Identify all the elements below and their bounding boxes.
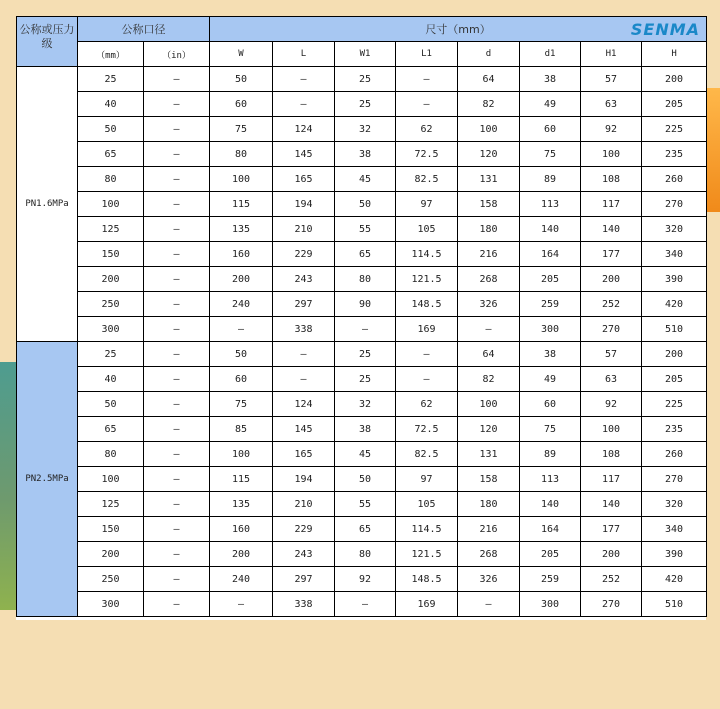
cell-w1: 25 (335, 92, 396, 117)
cell-h: 320 (642, 492, 707, 517)
cell-w1: – (335, 317, 396, 342)
cell-l: – (273, 92, 335, 117)
pressure-class-header: 公称或压力级 (17, 17, 78, 67)
cell-d1: 60 (520, 392, 581, 417)
table-row (17, 317, 707, 342)
cell-h1: 92 (581, 117, 642, 142)
cell-w: 240 (210, 292, 273, 317)
cell-d1: 164 (520, 517, 581, 542)
col-header-d1: d1 (520, 42, 581, 67)
cell-h1: 270 (581, 317, 642, 342)
cell-w1: 55 (335, 492, 396, 517)
cell-h: 270 (642, 192, 707, 217)
cell-d: 100 (458, 392, 520, 417)
unit-mm-header: （mm） (78, 42, 144, 67)
cell-d: 120 (458, 417, 520, 442)
cell-l1: – (396, 67, 458, 92)
cell-h: 260 (642, 442, 707, 467)
col-header-h: H (642, 42, 707, 67)
cell-w1: 50 (335, 192, 396, 217)
cell-l1: 97 (396, 467, 458, 492)
cell-l1: 72.5 (396, 417, 458, 442)
table-row (17, 442, 707, 467)
cell-l: 338 (273, 317, 335, 342)
cell-l: – (273, 342, 335, 367)
cell-nominal-mm: 80 (78, 442, 144, 467)
cell-w: 100 (210, 167, 273, 192)
cell-nominal-in: – (144, 192, 210, 217)
unit-in-header: （in） (144, 42, 210, 67)
cell-l1: 62 (396, 392, 458, 417)
cell-h1: 177 (581, 242, 642, 267)
cell-nominal-in: – (144, 217, 210, 242)
cell-w1: 32 (335, 117, 396, 142)
cell-l: 165 (273, 167, 335, 192)
cell-w: 50 (210, 342, 273, 367)
cell-h1: 252 (581, 567, 642, 592)
dimensions-header-label: 尺寸（mm） (425, 23, 491, 36)
cell-l: 297 (273, 567, 335, 592)
cell-l1: 114.5 (396, 242, 458, 267)
cell-l1: 105 (396, 217, 458, 242)
table-row (17, 342, 707, 367)
cell-l: 210 (273, 217, 335, 242)
cell-d: 82 (458, 92, 520, 117)
cell-nominal-mm: 125 (78, 492, 144, 517)
cell-d: 326 (458, 567, 520, 592)
cell-d1: 140 (520, 217, 581, 242)
cell-nominal-mm: 125 (78, 217, 144, 242)
pressure-group-cell: PN2.5MPa (17, 342, 78, 617)
cell-l1: 148.5 (396, 292, 458, 317)
cell-l1: 169 (396, 592, 458, 617)
left-decor-strip (0, 362, 16, 610)
cell-h: 235 (642, 417, 707, 442)
table-row (17, 392, 707, 417)
cell-w: 240 (210, 567, 273, 592)
cell-d1: 49 (520, 367, 581, 392)
table-row (17, 517, 707, 542)
cell-l1: 169 (396, 317, 458, 342)
table-row (17, 217, 707, 242)
col-header-w1: W1 (335, 42, 396, 67)
cell-l1: 97 (396, 192, 458, 217)
cell-h: 320 (642, 217, 707, 242)
cell-d1: 49 (520, 92, 581, 117)
cell-l: 243 (273, 267, 335, 292)
cell-nominal-in: – (144, 542, 210, 567)
cell-w: 160 (210, 242, 273, 267)
cell-nominal-in: – (144, 517, 210, 542)
cell-nominal-mm: 250 (78, 567, 144, 592)
cell-nominal-mm: 200 (78, 267, 144, 292)
cell-nominal-in: – (144, 467, 210, 492)
cell-d: 216 (458, 517, 520, 542)
cell-l: 297 (273, 292, 335, 317)
cell-h1: 117 (581, 467, 642, 492)
cell-w: 60 (210, 367, 273, 392)
cell-w1: 25 (335, 342, 396, 367)
cell-h1: 117 (581, 192, 642, 217)
cell-nominal-mm: 40 (78, 367, 144, 392)
cell-nominal-in: – (144, 167, 210, 192)
cell-nominal-in: – (144, 442, 210, 467)
cell-d: 158 (458, 467, 520, 492)
header-row-1 (17, 17, 707, 42)
cell-l: 210 (273, 492, 335, 517)
cell-l1: – (396, 367, 458, 392)
cell-nominal-mm: 50 (78, 392, 144, 417)
cell-d1: 113 (520, 192, 581, 217)
cell-l1: 121.5 (396, 267, 458, 292)
cell-h: 225 (642, 392, 707, 417)
cell-w: 200 (210, 542, 273, 567)
cell-nominal-mm: 65 (78, 142, 144, 167)
cell-w1: 25 (335, 367, 396, 392)
cell-d1: 89 (520, 442, 581, 467)
cell-h: 510 (642, 317, 707, 342)
cell-w1: – (335, 592, 396, 617)
cell-h1: 57 (581, 67, 642, 92)
cell-nominal-in: – (144, 342, 210, 367)
cell-d: 82 (458, 367, 520, 392)
table-row (17, 92, 707, 117)
cell-d1: 205 (520, 542, 581, 567)
cell-w: – (210, 317, 273, 342)
cell-w: 135 (210, 217, 273, 242)
cell-d: 100 (458, 117, 520, 142)
cell-w1: 32 (335, 392, 396, 417)
table-row (17, 192, 707, 217)
cell-w: 100 (210, 442, 273, 467)
cell-w: 135 (210, 492, 273, 517)
cell-l1: 114.5 (396, 517, 458, 542)
cell-d: 180 (458, 217, 520, 242)
table-row (17, 292, 707, 317)
cell-nominal-mm: 25 (78, 342, 144, 367)
cell-w1: 92 (335, 567, 396, 592)
table-row (17, 67, 707, 92)
cell-w1: 55 (335, 217, 396, 242)
senma-logo: SENMA (630, 20, 701, 39)
cell-w: 75 (210, 117, 273, 142)
cell-d: 64 (458, 342, 520, 367)
cell-h: 420 (642, 567, 707, 592)
table-row (17, 567, 707, 592)
cell-l1: – (396, 342, 458, 367)
cell-nominal-mm: 150 (78, 517, 144, 542)
cell-w: 115 (210, 192, 273, 217)
nominal-diameter-header: 公称口径 (78, 17, 210, 42)
cell-h: 205 (642, 92, 707, 117)
cell-l: 124 (273, 117, 335, 142)
cell-h: 390 (642, 542, 707, 567)
cell-h: 260 (642, 167, 707, 192)
cell-d1: 205 (520, 267, 581, 292)
cell-w1: 45 (335, 442, 396, 467)
pressure-group-cell: PN1.6MPa (17, 67, 78, 342)
cell-h: 200 (642, 342, 707, 367)
cell-l: 243 (273, 542, 335, 567)
cell-nominal-mm: 250 (78, 292, 144, 317)
cell-l: 165 (273, 442, 335, 467)
cell-d: 180 (458, 492, 520, 517)
cell-w: 160 (210, 517, 273, 542)
cell-d: – (458, 592, 520, 617)
cell-nominal-mm: 300 (78, 592, 144, 617)
cell-l1: 82.5 (396, 167, 458, 192)
cell-d1: 164 (520, 242, 581, 267)
table-row (17, 542, 707, 567)
cell-nominal-in: – (144, 417, 210, 442)
cell-w1: 25 (335, 67, 396, 92)
cell-l1: 148.5 (396, 567, 458, 592)
table-body (17, 67, 707, 617)
cell-w: 50 (210, 67, 273, 92)
cell-d: 268 (458, 542, 520, 567)
spec-table (16, 16, 707, 617)
cell-nominal-in: – (144, 392, 210, 417)
cell-h: 200 (642, 67, 707, 92)
cell-w: 115 (210, 467, 273, 492)
table-row (17, 142, 707, 167)
table-row (17, 367, 707, 392)
cell-l1: 121.5 (396, 542, 458, 567)
cell-h: 270 (642, 467, 707, 492)
cell-nominal-mm: 100 (78, 467, 144, 492)
cell-l1: 62 (396, 117, 458, 142)
col-header-d: d (458, 42, 520, 67)
cell-l: – (273, 367, 335, 392)
cell-h1: 108 (581, 442, 642, 467)
cell-l1: 82.5 (396, 442, 458, 467)
cell-nominal-mm: 150 (78, 242, 144, 267)
cell-h: 235 (642, 142, 707, 167)
cell-nominal-in: – (144, 567, 210, 592)
table-row (17, 417, 707, 442)
cell-h1: 140 (581, 217, 642, 242)
right-decor-strip (706, 88, 720, 212)
cell-h1: 108 (581, 167, 642, 192)
cell-nominal-mm: 300 (78, 317, 144, 342)
cell-d: 64 (458, 67, 520, 92)
dimensions-header (210, 17, 707, 42)
cell-d: 131 (458, 167, 520, 192)
cell-h: 390 (642, 267, 707, 292)
cell-h1: 63 (581, 92, 642, 117)
cell-nominal-in: – (144, 67, 210, 92)
cell-h1: 200 (581, 267, 642, 292)
cell-l: – (273, 67, 335, 92)
cell-w1: 65 (335, 517, 396, 542)
cell-d1: 38 (520, 342, 581, 367)
cell-w: 85 (210, 417, 273, 442)
cell-w1: 50 (335, 467, 396, 492)
cell-d: 326 (458, 292, 520, 317)
cell-nominal-in: – (144, 592, 210, 617)
table-row (17, 467, 707, 492)
cell-h1: 140 (581, 492, 642, 517)
col-header-h1: H1 (581, 42, 642, 67)
cell-l1: 72.5 (396, 142, 458, 167)
cell-d1: 113 (520, 467, 581, 492)
cell-d1: 60 (520, 117, 581, 142)
cell-h1: 200 (581, 542, 642, 567)
cell-w: – (210, 592, 273, 617)
cell-w: 200 (210, 267, 273, 292)
cell-w1: 45 (335, 167, 396, 192)
cell-l: 145 (273, 142, 335, 167)
header-row-2 (17, 42, 707, 67)
cell-w: 80 (210, 142, 273, 167)
col-header-w: W (210, 42, 273, 67)
cell-h1: 100 (581, 142, 642, 167)
col-header-l: L (273, 42, 335, 67)
cell-d: 131 (458, 442, 520, 467)
cell-h: 420 (642, 292, 707, 317)
cell-d1: 89 (520, 167, 581, 192)
cell-h: 225 (642, 117, 707, 142)
table-row (17, 242, 707, 267)
cell-l: 145 (273, 417, 335, 442)
cell-w1: 90 (335, 292, 396, 317)
table-row (17, 117, 707, 142)
cell-d1: 38 (520, 67, 581, 92)
table-row (17, 167, 707, 192)
cell-h1: 270 (581, 592, 642, 617)
cell-nominal-mm: 80 (78, 167, 144, 192)
cell-w: 60 (210, 92, 273, 117)
cell-d1: 300 (520, 317, 581, 342)
cell-d1: 75 (520, 417, 581, 442)
cell-d1: 300 (520, 592, 581, 617)
cell-nominal-in: – (144, 242, 210, 267)
cell-nominal-in: – (144, 367, 210, 392)
cell-h: 340 (642, 517, 707, 542)
cell-w1: 65 (335, 242, 396, 267)
cell-h1: 252 (581, 292, 642, 317)
cell-d: 120 (458, 142, 520, 167)
cell-d: 158 (458, 192, 520, 217)
cell-nominal-in: – (144, 292, 210, 317)
col-header-l1: L1 (396, 42, 458, 67)
cell-d: 268 (458, 267, 520, 292)
cell-h1: 57 (581, 342, 642, 367)
cell-h: 340 (642, 242, 707, 267)
cell-l: 229 (273, 242, 335, 267)
cell-l: 229 (273, 517, 335, 542)
cell-nominal-mm: 65 (78, 417, 144, 442)
cell-d1: 259 (520, 292, 581, 317)
cell-nominal-in: – (144, 142, 210, 167)
cell-nominal-mm: 40 (78, 92, 144, 117)
table-row (17, 267, 707, 292)
cell-nominal-in: – (144, 317, 210, 342)
cell-l1: – (396, 92, 458, 117)
cell-l1: 105 (396, 492, 458, 517)
cell-l: 338 (273, 592, 335, 617)
cell-l: 124 (273, 392, 335, 417)
cell-h1: 177 (581, 517, 642, 542)
cell-h1: 100 (581, 417, 642, 442)
cell-l: 194 (273, 192, 335, 217)
cell-h: 510 (642, 592, 707, 617)
cell-w: 75 (210, 392, 273, 417)
table-row (17, 592, 707, 617)
cell-l: 194 (273, 467, 335, 492)
cell-w1: 80 (335, 542, 396, 567)
cell-d1: 140 (520, 492, 581, 517)
cell-h1: 92 (581, 392, 642, 417)
cell-nominal-mm: 50 (78, 117, 144, 142)
table-row (17, 492, 707, 517)
cell-d: – (458, 317, 520, 342)
cell-d1: 75 (520, 142, 581, 167)
cell-w1: 38 (335, 142, 396, 167)
cell-w1: 80 (335, 267, 396, 292)
cell-nominal-mm: 25 (78, 67, 144, 92)
cell-nominal-in: – (144, 267, 210, 292)
cell-nominal-mm: 200 (78, 542, 144, 567)
cell-nominal-in: – (144, 92, 210, 117)
cell-d: 216 (458, 242, 520, 267)
cell-h: 205 (642, 367, 707, 392)
cell-nominal-in: – (144, 492, 210, 517)
cell-w1: 38 (335, 417, 396, 442)
cell-nominal-mm: 100 (78, 192, 144, 217)
cell-d1: 259 (520, 567, 581, 592)
cell-nominal-in: – (144, 117, 210, 142)
cell-h1: 63 (581, 367, 642, 392)
